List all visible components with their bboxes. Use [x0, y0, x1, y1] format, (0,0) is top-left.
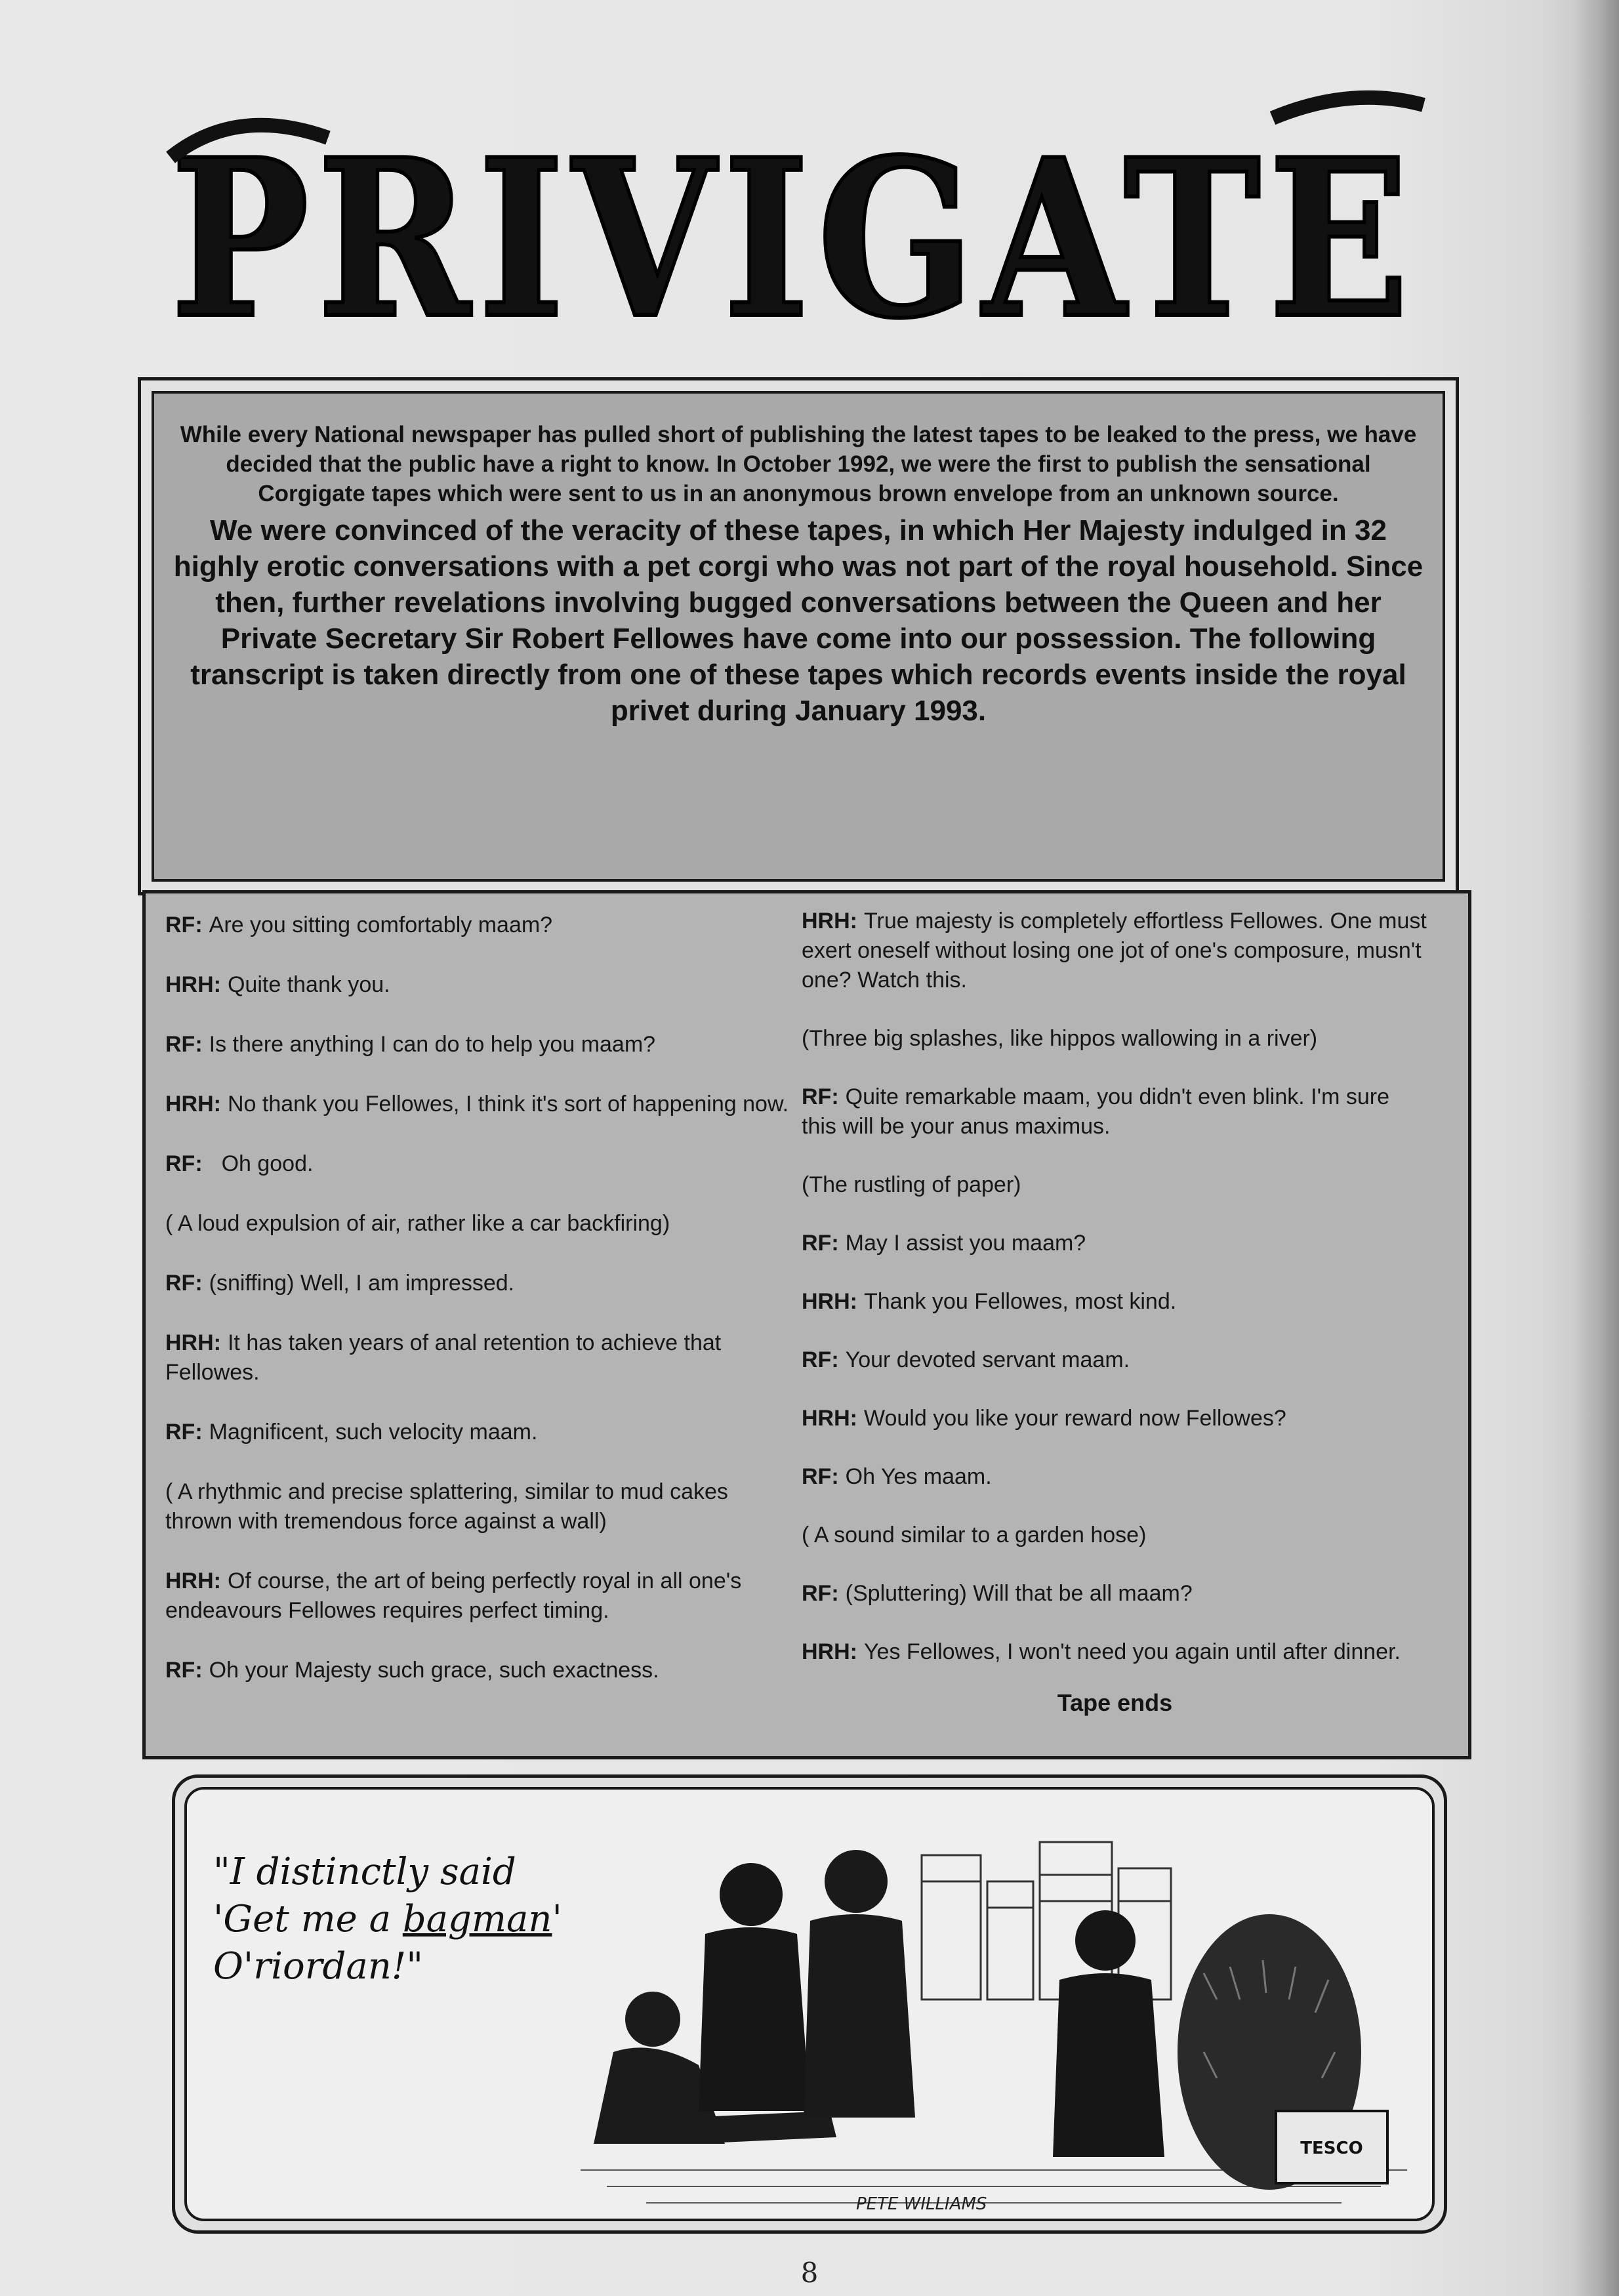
speaker-label: RF:	[802, 1347, 839, 1372]
line-text: Thank you Fellowes, most kind.	[863, 1289, 1177, 1314]
standing-man-figure-2	[804, 1850, 915, 2118]
speaker-label: HRH:	[165, 1330, 221, 1355]
speaker-label: RF:	[165, 912, 203, 937]
transcript-line	[165, 1269, 792, 1298]
caption-line-1: "I distinctly said	[213, 1851, 516, 1893]
transcript-line	[165, 1328, 792, 1387]
transcript-stage-direction	[165, 1209, 792, 1239]
speaker-label: HRH:	[165, 972, 221, 997]
speaker-label: HRH:	[802, 909, 857, 933]
speaker-label: HRH:	[802, 1289, 857, 1314]
transcript-line	[165, 1090, 792, 1119]
transcript-line	[802, 1345, 1428, 1375]
line-text: (Three big splashes, like hippos wallowing in a river)	[802, 1026, 1318, 1051]
line-text: It has taken years of anal retention to achieve that Fellowes.	[165, 1330, 722, 1385]
masthead-logo	[157, 79, 1430, 367]
line-text: Your devoted servant maam.	[845, 1347, 1130, 1372]
transcript-line	[165, 1418, 792, 1447]
line-text: True majesty is completely effortless Fellowes. One must exert oneself without losing one jot of one's composure, musn't one? Watch this.	[802, 909, 1427, 993]
page-fold-shadow	[1573, 0, 1619, 2296]
intro-main-paragraph: We were convinced of the veracity of these tapes, in which Her Majesty indulged in 32 highly erotic conversations with a pet corgi who was not part of the royal household. Since then, further revelations involving bugged conversations between the Queen and her Private Secretary Sir Robert Fellowes have come into our possession. The following transcript is taken directly from one of these tapes which records events inside the royal privet during January 1993.	[173, 514, 1424, 727]
standing-man-figure-1	[699, 1863, 810, 2111]
transcript-line	[802, 1579, 1428, 1609]
transcript-stage-direction	[802, 1170, 1428, 1200]
line-text: May I assist you maam?	[845, 1231, 1086, 1256]
transcript-box	[142, 890, 1471, 1759]
page-number: 8	[800, 2257, 819, 2289]
cartoonist-signature: PETE WILLIAMS	[856, 2194, 987, 2214]
masthead	[157, 79, 1430, 367]
transcript-line	[802, 1229, 1428, 1258]
cartoon-frame	[172, 1774, 1447, 2234]
transcript-line	[165, 1149, 792, 1179]
line-text: Of course, the art of being perfectly royal in all one's endeavours Fellowes requires perfect timing.	[165, 1568, 742, 1623]
line-text: ( A loud expulsion of air, rather like a car backfiring)	[165, 1211, 670, 1236]
speaker-label: RF:	[165, 1420, 203, 1445]
line-text: Would you like your reward now Fellowes?	[863, 1406, 1286, 1431]
intro-lead-paragraph: While every National newspaper has pulled short of publishing the latest tapes to be leaked to the press, we have decided that the public have a right to know. In October 1992, we were the first to publish the sensational Corgigate tapes which were sent to us in an anonymous brown envelope from an unknown source.	[180, 422, 1417, 506]
speaker-label: RF:	[802, 1084, 839, 1109]
transcript-line	[165, 1030, 792, 1059]
cartoon-illustration	[554, 1803, 1427, 2223]
bagman-figure	[1178, 1914, 1387, 2190]
transcript-line	[802, 1637, 1428, 1667]
transcript-line	[165, 1656, 792, 1685]
caption-line-2-start: 'Get me a	[213, 1898, 403, 1940]
line-text: (The rustling of paper)	[802, 1172, 1021, 1197]
caption-underlined-word: bagman	[402, 1898, 552, 1940]
line-text: Oh your Majesty such grace, such exactness.	[209, 1658, 659, 1683]
line-text: Oh Yes maam.	[845, 1464, 992, 1489]
speaker-label: HRH:	[802, 1639, 857, 1664]
speaker-label: HRH:	[165, 1092, 221, 1117]
line-text: Oh good.	[221, 1151, 314, 1176]
speaker-label: RF:	[802, 1231, 839, 1256]
cartoon-drawing	[554, 1803, 1427, 2223]
speaker-label: HRH:	[165, 1568, 221, 1593]
cartoon-caption	[213, 1849, 581, 1990]
masthead-title: PRIVIGATE	[171, 112, 1417, 366]
line-text: (sniffing) Well, I am impressed.	[209, 1271, 515, 1296]
tape-ends-label: Tape ends	[1057, 1689, 1173, 1716]
caption-line-3: O'riordan!"	[213, 1945, 424, 1988]
cartoon-inner-frame	[184, 1787, 1435, 2221]
speaker-label: HRH:	[802, 1406, 857, 1431]
transcript-line	[165, 911, 792, 940]
line-text: Are you sitting comfortably maam?	[209, 912, 553, 937]
speaker-label: RF:	[165, 1658, 203, 1683]
line-text: Magnificent, such velocity maam.	[209, 1420, 538, 1445]
transcript-column-right	[802, 907, 1428, 1717]
caption-line-2	[213, 1896, 581, 1943]
line-text: Quite thank you.	[227, 972, 390, 997]
speaker-label: RF:	[165, 1151, 203, 1176]
transcript-line	[165, 970, 792, 1000]
transcript-line	[802, 1462, 1428, 1492]
intro-box	[138, 377, 1459, 895]
line-text: (Spluttering) Will that be all maam?	[845, 1581, 1193, 1606]
speaker-label: RF:	[802, 1464, 839, 1489]
transcript-line	[802, 1287, 1428, 1317]
speaker-label: RF:	[165, 1032, 203, 1057]
transcript-column-left	[165, 911, 792, 1715]
transcript-line	[802, 907, 1428, 995]
transcript-line	[165, 1567, 792, 1626]
standing-man-figure-3	[1053, 1910, 1164, 2157]
line-text: ( A rhythmic and precise splattering, similar to mud cakes thrown with tremendous force against a wall)	[165, 1479, 728, 1534]
shopping-bag-label: TESCO	[1300, 2139, 1363, 2158]
line-text: ( A sound similar to a garden hose)	[802, 1523, 1147, 1548]
caption-line-2-end: '	[552, 1898, 562, 1940]
intro-inner-panel	[152, 391, 1445, 882]
line-text: Is there anything I can do to help you maam?	[209, 1032, 656, 1057]
speaker-label: RF:	[165, 1271, 203, 1296]
transcript-line	[802, 1082, 1428, 1141]
line-text: Yes Fellowes, I won't need you again until after dinner.	[863, 1639, 1401, 1664]
speaker-label: RF:	[802, 1581, 839, 1606]
transcript-line	[802, 1404, 1428, 1433]
transcript-stage-direction	[802, 1024, 1428, 1054]
transcript-stage-direction	[165, 1477, 792, 1536]
transcript-stage-direction	[802, 1521, 1428, 1550]
line-text: No thank you Fellowes, I think it's sort of happening now.	[227, 1092, 789, 1117]
line-text: Quite remarkable maam, you didn't even blink. I'm sure this will be your anus maximus.	[802, 1084, 1390, 1139]
